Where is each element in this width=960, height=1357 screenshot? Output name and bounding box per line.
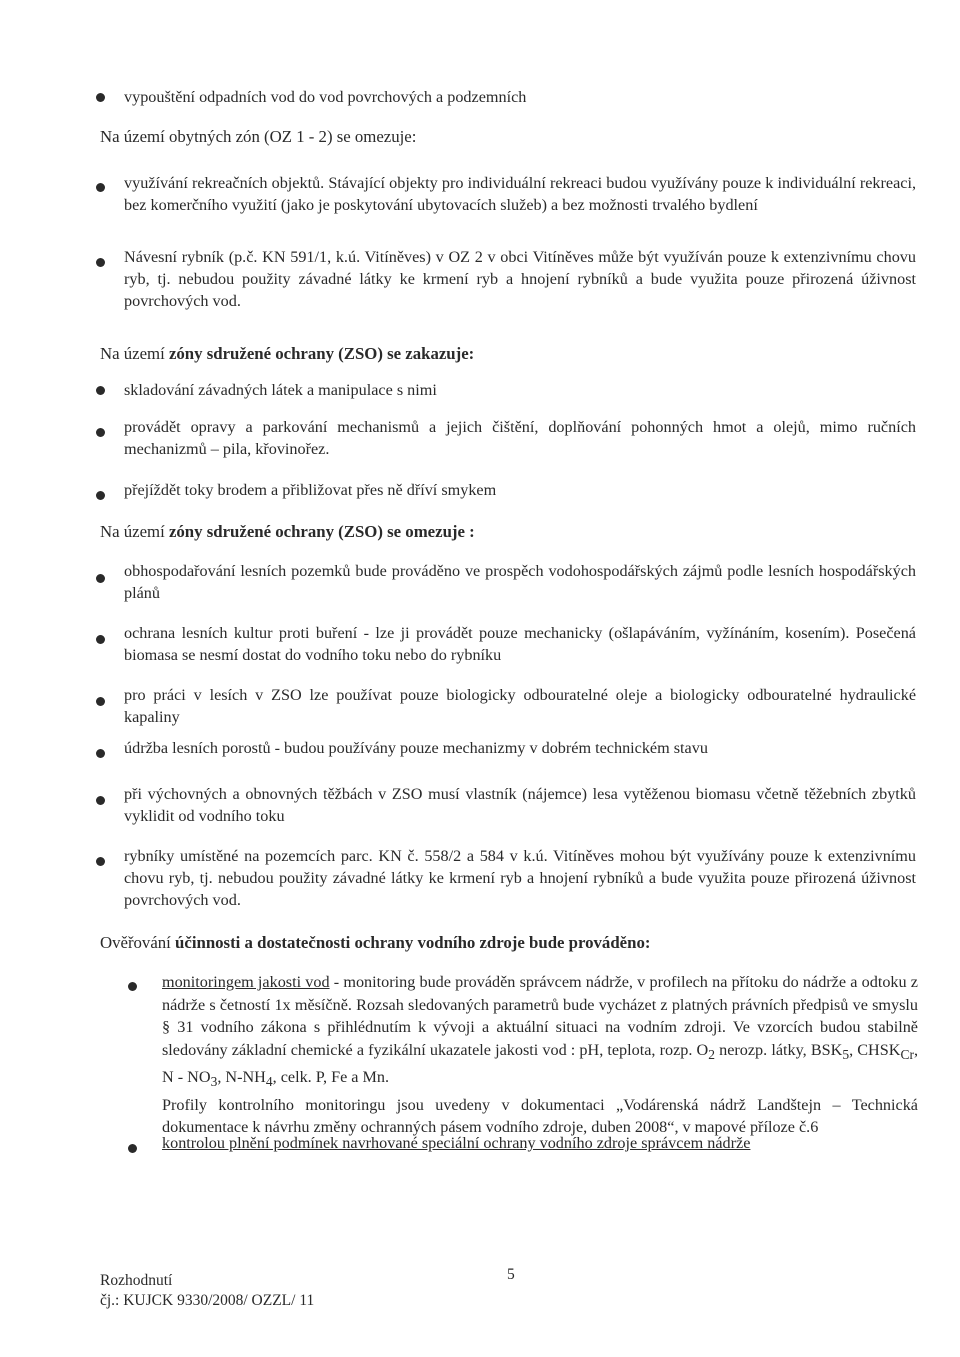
bullet [96,635,105,644]
list-item: Návesní rybník (p.č. KN 591/1, k.ú. Vitíněves) v OZ 2 v obci Vitíněves může být využíván pouze k extenzivnímu chovu ryb, tj. nebudou použity závadné látky ke krmení ryb a hnojení rybníků a bude využita pouze přirozená úživnost povrchových vod. [124,248,916,310]
monitoring-text: - monitoring bude prováděn správcem nádrže, v profilech na přítoku do nádrže a odtoku z nádrže s četností 1x měsíčně. Rozsah sledovaných parametrů bude vycházet z platných právních předpisů ve smyslu § 31 vodního zákona s přihlédnutím k vývoji a aktuální situaci na vodním zdroji. Ve vzorcích budou stabilně sledovány základní chemické a fyzikální ukazatele jakosti vod : pH, teplota, rozp. O [162,973,918,1059]
monitoring-text: , celk. P, Fe a Mn. [272,1068,390,1087]
bullet [96,796,105,805]
list-item: využívání rekreačních objektů. Stávající objekty pro individuální rekreaci budou využívány pouze k individuální rekreaci, bez komerčního využití (jako je poskytování ubytovacích služeb) a bez možnosti trvalého bydlení [124,174,916,214]
list-item: obhospodařování lesních pozemků bude prováděno ve prospěch vodohospodářských zájmů podle lesních hospodářských plánů [124,562,916,602]
footer-reference: čj.: KUJCK 9330/2008/ OZZL/ 11 [100,1292,315,1309]
subscript: 4 [265,1074,273,1090]
section-heading: Na území obytných zón (OZ 1 - 2) se omezuje: [100,127,417,146]
bullet [96,749,105,758]
section-heading [100,343,474,365]
subscript: 2 [708,1046,715,1062]
list-item: ochrana lesních kultur proti buření - lze ji provádět pouze mechanicky (ošlapáváním, vyžínáním, kosením). Posečená biomasa se nesmí dostat do vodního toku nebo do rybníku [124,624,916,664]
monitoring-text: , N - NO [162,1040,918,1087]
monitoring-item [162,971,918,1139]
heading-bold: zóny sdružené ochrany (ZSO) se omezuje : [168,522,475,541]
heading-bold: zóny sdružené ochrany (ZSO) se zakazuje: [168,344,475,363]
bullet [96,386,105,395]
heading-bold: účinnosti a dostatečnosti ochrany vodního zdroje bude prováděno: [175,933,651,952]
bullet [96,93,105,102]
bullet [96,491,105,500]
list-item: provádět opravy a parkování mechanismů a jejich čištění, doplňování pohonných hmot a olejů, mimo ručních mechanizmů – pila, křovinořez. [124,418,916,458]
monitoring-link-text: monitoringem jakosti vod [162,973,330,991]
list-item: skladování závadných látek a manipulace s nimi [124,381,437,399]
heading-prefix: Ověřování [100,933,171,952]
subscript: Cr [900,1046,914,1062]
list-item: vypouštění odpadních vod do vod povrchových a podzemních [124,88,527,106]
heading-prefix: Na území [100,344,165,363]
heading-prefix: Na území [100,522,165,541]
list-item: při výchovných a obnovných těžbách v ZSO musí vlastník (nájemce) lesa vytěženou biomasu včetně těžebních zbytků vyklidit od vodního toku [124,785,916,825]
monitoring-text: nerozp. látky, BSK [714,1040,843,1059]
list-item: rybníky umístěné na pozemcích parc. KN č. 558/2 a 584 v k.ú. Vitíněves mohou být využívány pouze k extenzivnímu chovu ryb, tj. nebudou použity závadné látky ke krmení ryb a hnojení rybníků a bude využita pouze přirozená úživnost povrchových vod. [124,847,916,909]
bullet [96,857,105,866]
page-number: 5 [507,1266,515,1283]
bullet [96,183,105,192]
list-item: přejíždět toky brodem a přibližovat přes ně dříví smykem [124,481,497,499]
monitoring-profiles-text: Profily kontrolního monitoringu jsou uvedeny v dokumentaci „Vodárenská nádrž Landštejn – Technická dokumentace k návrhu změny ochranných pásem vodního zdroje, duben 2008“, v mapové příloze č.6 [162,1095,918,1137]
list-item: údržba lesních porostů - budou používány pouze mechanizmy v dobrém technickém stavu [124,739,708,757]
bullet [96,697,105,706]
bullet [96,574,105,583]
monitoring-text: , CHSK [849,1040,901,1059]
bullet [128,982,137,991]
list-item: pro práci v lesích v ZSO lze používat pouze biologicky odbouratelné oleje a biologicky odbouratelné hydraulické kapaliny [124,686,916,726]
bullet [96,428,105,437]
footer-label: Rozhodnutí [100,1272,173,1289]
subscript: 5 [842,1046,850,1062]
subscript: 3 [210,1074,218,1090]
bullet [96,258,105,267]
control-item: kontrolou plnění podmínek navrhované speciální ochrany vodního zdroje správcem nádrže [162,1134,751,1152]
section-heading [100,521,475,543]
monitoring-text: , N-NH [217,1068,266,1087]
section-heading [100,932,650,954]
bullet [128,1144,137,1153]
